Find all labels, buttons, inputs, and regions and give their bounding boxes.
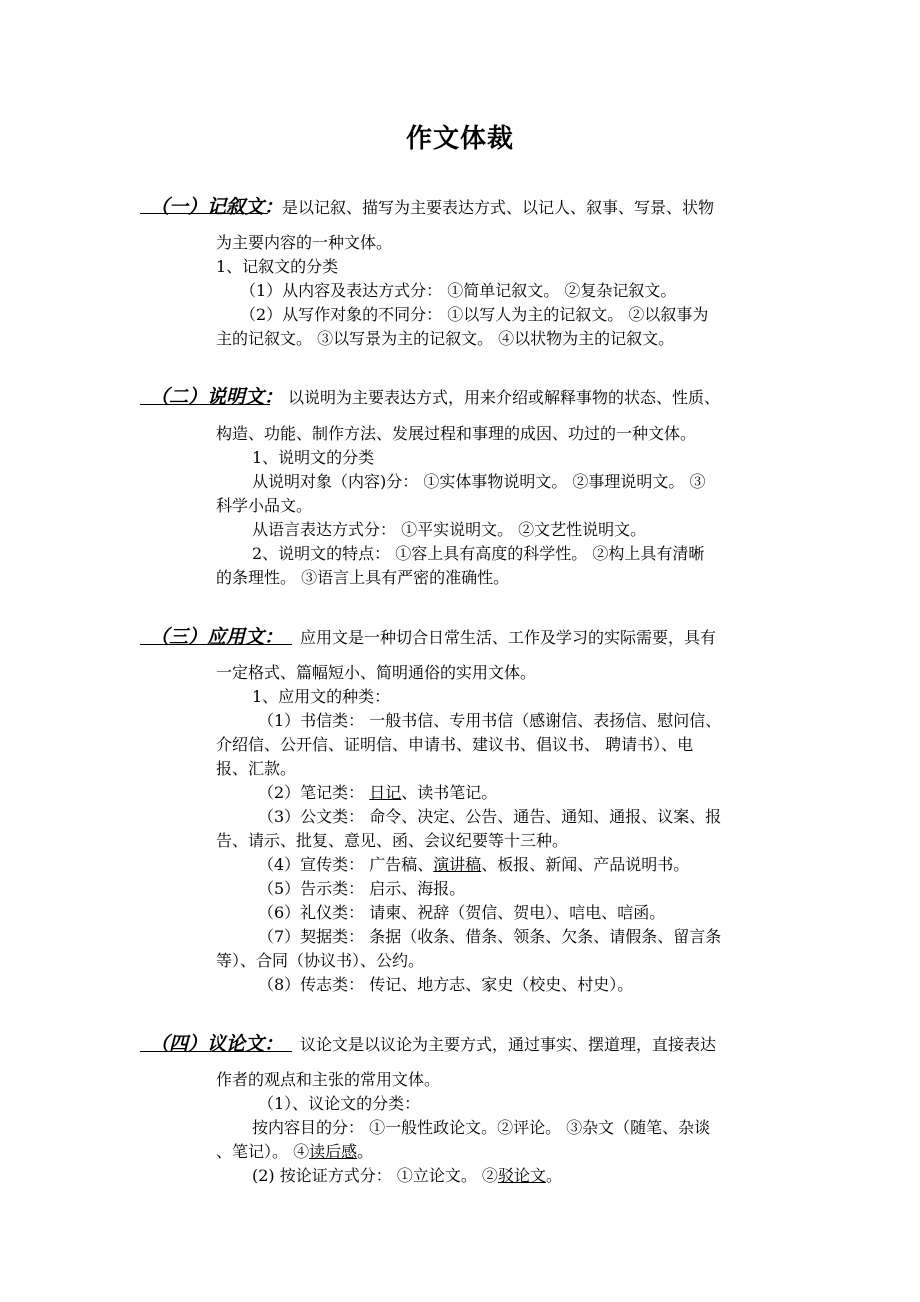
paragraph-line: 1、记叙文的分类: [216, 257, 339, 276]
paragraph-line: 为主要内容的一种文体。: [216, 233, 393, 252]
page-title: 作文体裁: [405, 124, 514, 154]
paragraph-line: （2）从写作对象的不同分： ①以写人为主的记叙文。 ②以叙事为: [240, 305, 709, 324]
text-run: (2) 按论证方式分： ①立论文。 ②: [252, 1166, 498, 1185]
underlined-term: 读后感: [309, 1142, 358, 1161]
paragraph-line: 一定格式、篇幅短小、简明通俗的实用文体。: [216, 663, 537, 682]
heading-text: （二）说明文: [150, 386, 265, 408]
paragraph-line: 主的记叙文。 ③以写景为主的记叙文。 ④以状物为主的记叙文。: [216, 329, 675, 348]
paragraph-line: （1）从内容及表达方式分： ①简单记叙文。 ②复杂记叙文。: [240, 281, 677, 300]
paragraph-line: [252, 1164, 562, 1188]
heading-text: （一）记叙文: [150, 196, 265, 218]
paragraph-line: 从语言表达方式分： ①平实说明文。 ②文艺性说明文。: [252, 520, 647, 539]
heading-colon: ：: [264, 386, 284, 408]
text-run: 、板报、新闻、产品说明书。: [481, 855, 690, 874]
paragraph-line: （1）书信类： 一般书信、专用书信（感谢信、表扬信、慰问信、: [258, 711, 722, 730]
paragraph-line: 介绍信、公开信、证明信、申请书、建议书、倡议书、 聘请书）、电: [216, 735, 694, 754]
underlined-term: 驳论文: [497, 1166, 546, 1185]
paragraph-line: [258, 781, 497, 805]
paragraph-line: 告、请示、批复、意见、函、会议纪要等十三种。: [216, 831, 569, 850]
paragraph-line: 是以记叙、描写为主要表达方式、以记人、叙事、写景、状物: [282, 198, 715, 217]
paragraph-line: 的条理性。 ③语言上具有严密的准确性。: [216, 568, 510, 587]
text-run: （2）笔记类：: [258, 783, 370, 802]
paragraph-line: [216, 1140, 373, 1164]
paragraph-line: 2、说明文的特点： ①容上具有高度的科学性。 ②构上具有清晰: [252, 544, 705, 563]
paragraph-line: （6）礼仪类： 请柬、祝辞（贺信、贺电）、唁电、唁函。: [258, 903, 666, 922]
section-heading-narrative: [150, 195, 283, 219]
section-heading-argumentative: （四）议论文：: [150, 1033, 284, 1055]
paragraph-line: 按内容目的分： ①一般性政论文。②评论。 ③杂文（随笔、杂谈: [252, 1118, 711, 1137]
paragraph-line: 构造、功能、制作方法、发展过程和事理的成因、功过的一种文体。: [216, 424, 697, 443]
paragraph-line: 1、应用文的种类：: [252, 687, 391, 706]
paragraph-line: （8）传志类： 传记、地方志、家史（校史、村史）。: [258, 975, 634, 994]
paragraph-line: 应用文是一种切合日常生活、工作及学习的实际需要，具有: [300, 628, 717, 647]
text-run: 。: [357, 1142, 374, 1161]
paragraph-line: 议论文是以议论为主要方式，通过事实、摆道理，直接表达: [300, 1035, 717, 1054]
paragraph-line: （1）、议论文的分类：: [258, 1094, 421, 1113]
heading-colon: ：: [264, 196, 284, 218]
text-run: 、读书笔记。: [401, 783, 498, 802]
paragraph-line: 报、汇款。: [216, 759, 297, 778]
section-heading-expository: [150, 385, 283, 409]
underlined-term: 日记: [369, 783, 402, 802]
paragraph-line: 以说明为主要表达方式，用来介绍或解释事物的状态、性质、: [288, 388, 721, 407]
paragraph-line: （7）契据类： 条据（收条、借条、领条、欠条、请假条、留言条: [258, 927, 722, 946]
paragraph-line: （3）公文类： 命令、决定、公告、通告、通知、通报、议案、报: [258, 807, 722, 826]
section-heading-practical: （三）应用文：: [150, 626, 284, 648]
paragraph-line: 从说明对象（内容)分： ①实体事物说明文。 ②事理说明文。 ③: [252, 472, 706, 491]
text-run: （4）宣传类： 广告稿、: [258, 855, 434, 874]
underlined-term: 演讲稿: [433, 855, 482, 874]
paragraph-line: （5）告示类： 启示、海报。: [258, 879, 466, 898]
paragraph-line: 科学小品文。: [216, 496, 313, 515]
paragraph-line: 等）、合同（协议书）、公约。: [216, 951, 425, 970]
paragraph-line: 作者的观点和主张的常用文体。: [216, 1070, 441, 1089]
paragraph-line: [258, 853, 689, 877]
paragraph-line: 1、说明文的分类: [252, 448, 375, 467]
text-run: 、笔记）。 ④: [216, 1142, 310, 1161]
text-run: 。: [545, 1166, 562, 1185]
